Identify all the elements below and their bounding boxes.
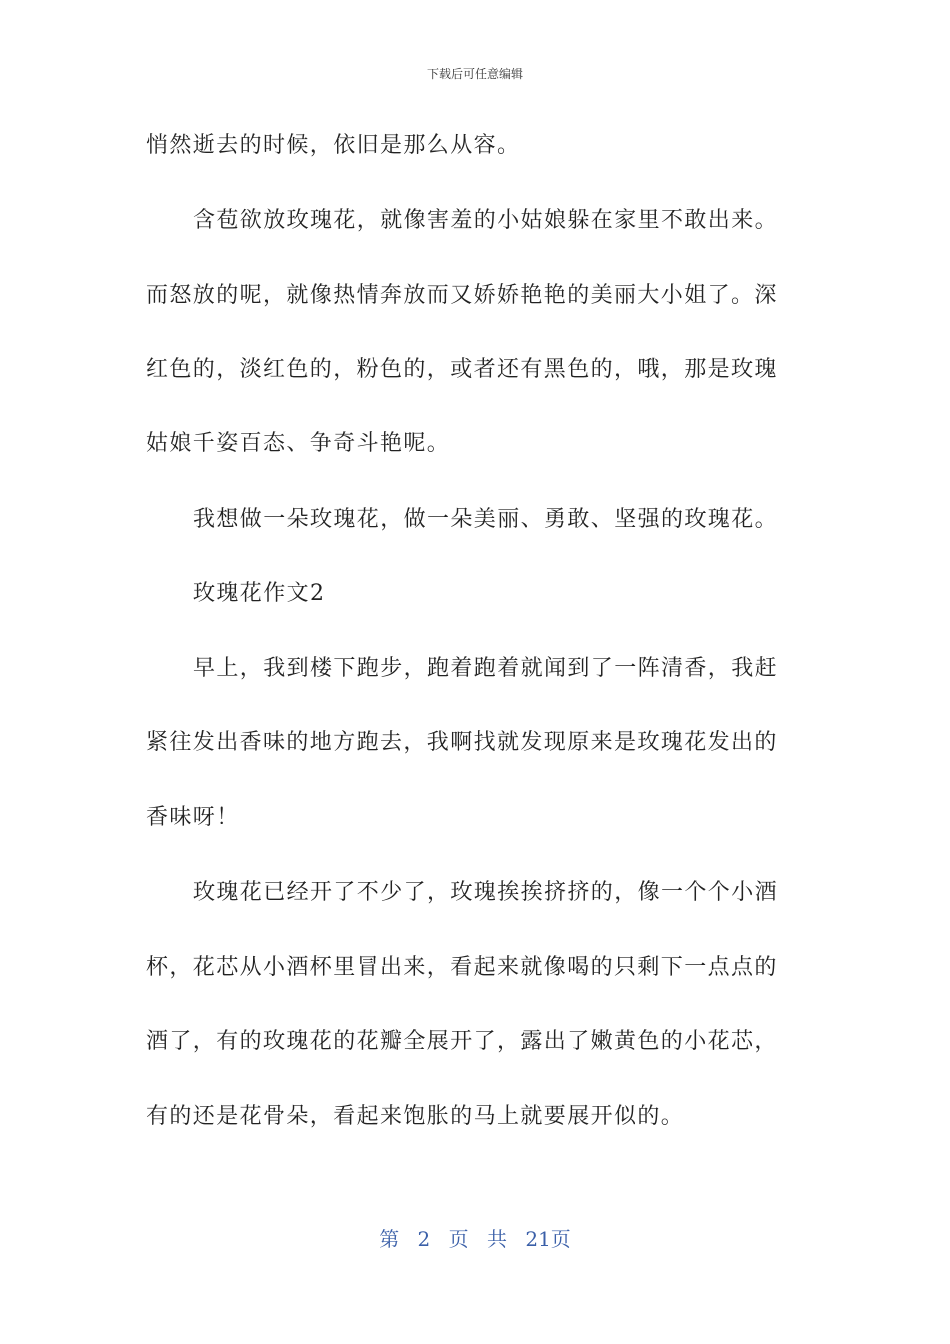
page-number-footer xyxy=(0,1226,950,1252)
text-line: 我想做一朵玫瑰花，做一朵美丽、勇敢、坚强的玫瑰花。 xyxy=(193,507,779,532)
page-header: 下载后可任意编辑 xyxy=(426,67,523,81)
text-line: 姑娘千姿百态、争奇斗艳呢。 xyxy=(146,431,451,456)
text-line: 悄然逝去的时候，依旧是那么从容。 xyxy=(146,133,521,158)
text-line: 红色的，淡红色的，粉色的，或者还有黑色的，哦，那是玫瑰 xyxy=(146,357,778,382)
text-line: 含苞欲放玫瑰花，就像害羞的小姑娘躲在家里不敢出来。 xyxy=(193,208,779,233)
footer-page-number: 2 xyxy=(417,1227,431,1251)
text-line: 杯，花芯从小酒杯里冒出来，看起来就像喝的只剩下一点点的 xyxy=(146,955,778,980)
text-line: 有的还是花骨朵，看起来饱胀的马上就要展开似的。 xyxy=(146,1104,685,1129)
text-line: 玫瑰花已经开了不少了，玫瑰挨挨挤挤的，像一个个小酒 xyxy=(193,880,779,905)
footer-total-prefix: 共 xyxy=(487,1227,507,1251)
text-line: 酒了，有的玫瑰花的花瓣全展开了，露出了嫩黄色的小花芯， xyxy=(146,1029,778,1054)
footer-prefix: 第 xyxy=(379,1227,400,1251)
text-line: 紧往发出香味的地方跑去，我啊找就发现原来是玫瑰花发出的 xyxy=(146,730,778,755)
text-line: 而怒放的呢，就像热情奔放而又娇娇艳艳的美丽大小姐了。深 xyxy=(146,283,778,308)
text-line: 早上，我到楼下跑步，跑着跑着就闻到了一阵清香，我赶 xyxy=(193,656,779,681)
text-line: 香味呀！ xyxy=(146,805,240,830)
section-heading: 玫瑰花作文2 xyxy=(193,581,326,606)
footer-total: 21页 xyxy=(525,1227,571,1251)
footer-middle: 页 xyxy=(448,1227,469,1251)
